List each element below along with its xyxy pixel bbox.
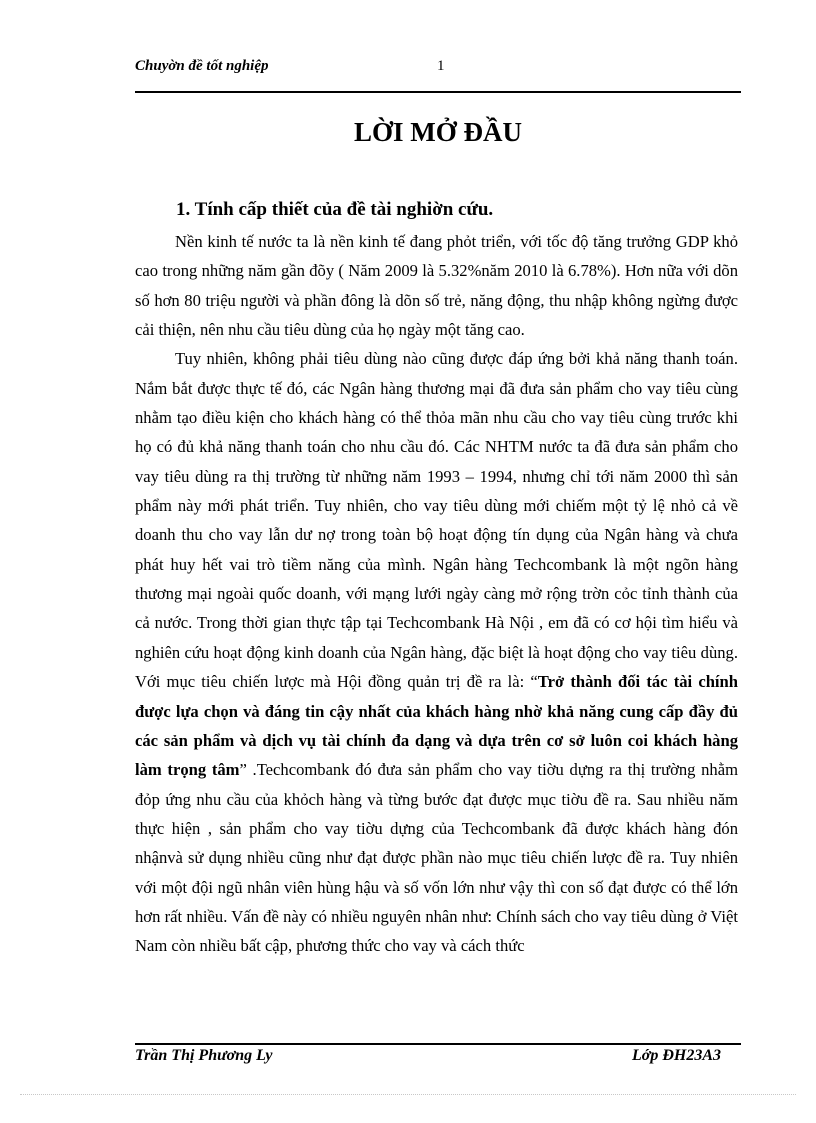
header-divider	[135, 91, 741, 93]
section-heading: 1. Tính cấp thiết của đề tài nghiờn cứu.	[176, 199, 494, 220]
body-text	[135, 227, 738, 961]
page-number: 1	[437, 58, 445, 74]
footer-divider	[135, 1043, 741, 1045]
footer-class: Lớp ĐH23A3	[632, 1047, 722, 1064]
paragraph-text: Tuy nhiên, không phải tiêu dùng nào cũng được đáp ứng bởi khả năng thanh toán. Nắm bắt được thực tế đó, các Ngân hàng thương mại đã đưa sản phẩm cho vay tiêu cùng nhằm tạo điều kiện cho khách hàng có thể thỏa mãn nhu cầu cho vay tiêu cùng trước khi họ có đủ khả năng thanh toán cho nhu cầu đó. Các NHTM nước ta đã đưa sản phẩm cho vay tiêu dùng ra thị trường từ những năm 1993 – 1994, nhưng chỉ tới năm 2000 thì sản phẩm này mới phát triển. Tuy nhiên, cho vay tiêu dùng mới chiếm một tỷ lệ nhỏ cả về doanh thu cho vay lẫn dư nợ trong toàn bộ hoạt động tín dụng của Ngân hàng và chưa phát huy hết vai trò tiềm năng của mình. Ngân hàng Techcombank là một ngõn hàng thương mại ngoài quốc doanh, với mạng lưới ngày càng mở rộng trờn cỏc tỉnh thành của cả nước. Trong thời gian thực tập tại Techcombank Hà Nội , em đã có cơ hội tìm hiểu và nghiên cứu hoạt động kinh doanh của Ngân hàng, đặc biệt là hoạt động cho vay tiêu dùng. Với mục tiêu chiến lược mà Hội đồng quản trị đề ra là: “	[135, 349, 738, 692]
page-title: LỜI MỞ ĐẦU	[354, 117, 522, 147]
paragraph	[135, 344, 738, 960]
footer-author: Trần Thị Phương Ly	[135, 1047, 273, 1064]
bold-quote: Trở thành đối tác tài chính được lựa chọn và đáng tin cậy nhất của khách hàng nhờ khả năng cung cấp đầy đủ các sản phẩm và dịch vụ tài chính đa dạng và dựa trên cơ sở luôn coi khách hàng làm trọng tâm	[135, 672, 738, 780]
header-title: Chuyờn đề tốt nghiệp	[135, 58, 269, 74]
paragraph: Nền kinh tế nước ta là nền kinh tế đang phỏt triển, với tốc độ tăng trưởng GDP khỏ cao trong những năm gần đõy ( Năm 2009 là 5.32%năm 2010 là 6.78%). Hơn nữa với dõn số hơn 80 triệu người và phần đông là dõn số trẻ, năng động, thu nhập không ngừng được cải thiện, nên nhu cầu tiêu dùng của họ ngày một tăng cao.	[135, 232, 738, 340]
paragraph-text: ” .Techcombank đó đưa sản phẩm cho vay tiờu dựng ra thị trường nhằm đỏp ứng nhu cầu của khỏch hàng và từng bước đạt được mục tiờu đề ra. Sau nhiều năm thực hiện , sản phẩm cho vay tiờu dựng của Techcombank đã được khách hàng đón nhậnvà sử dụng nhiều cũng như đạt được phần nào mục tiêu chiến lược đề ra. Tuy nhiên với một đội ngũ nhân viên hùng hậu và số vốn lớn như vậy thì con số đạt được có thể lớn hơn rất nhiều. Vấn đề này có nhiều nguyên nhân như: Chính sách cho vay tiêu dùng ở Việt Nam còn nhiều bất cập, phương thức cho vay và cách thức	[135, 760, 738, 956]
page-bottom-dotted-line	[20, 1094, 796, 1095]
